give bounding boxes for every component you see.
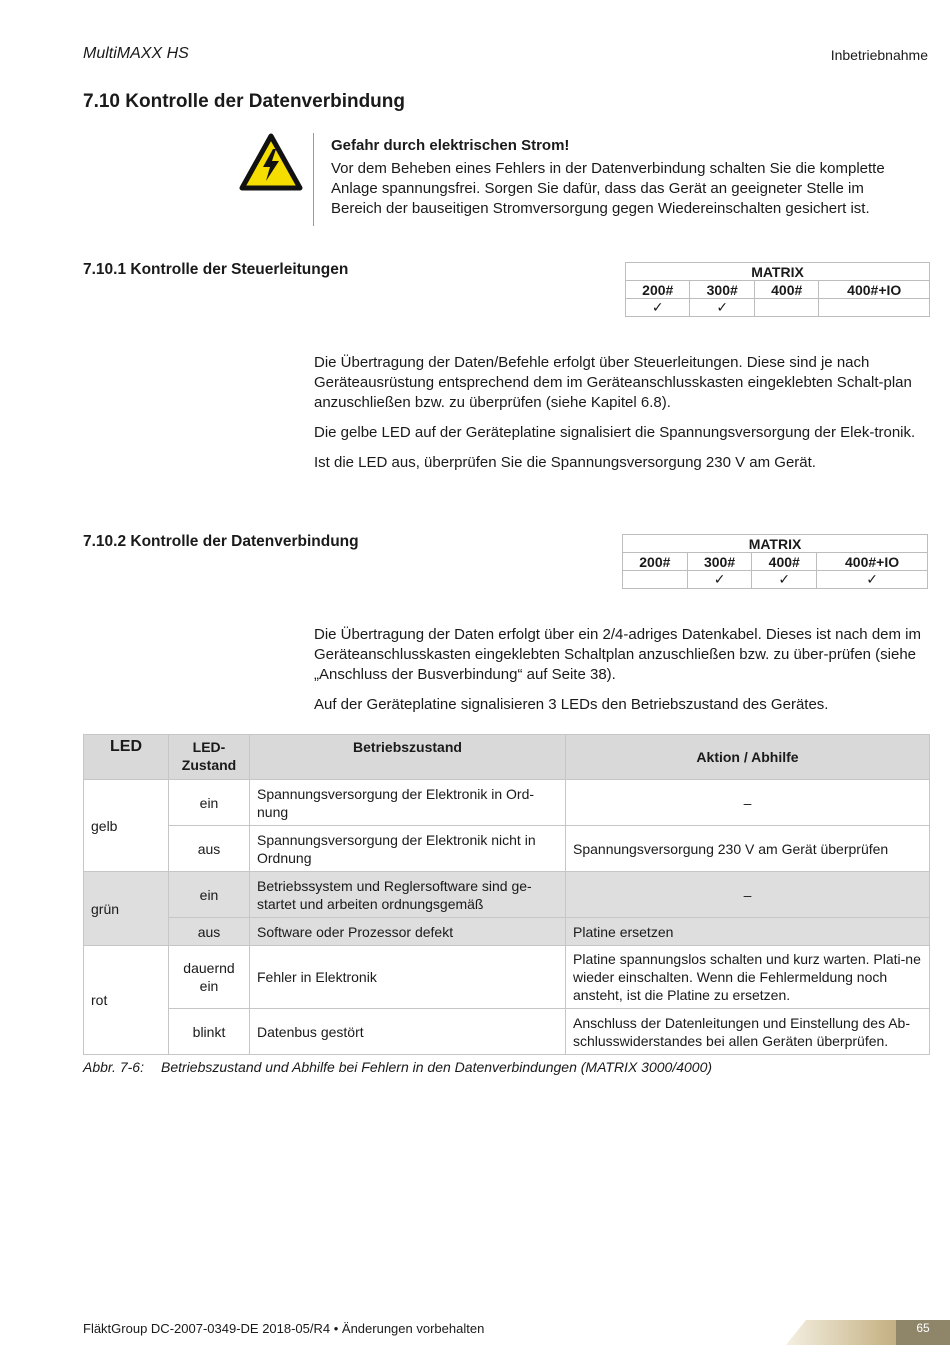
action: Spannungsversorgung 230 V am Gerät überprüfen (566, 826, 930, 872)
led-state: aus (169, 918, 250, 946)
document-title: MultiMAXX HS (83, 45, 189, 62)
led-color: rot (84, 946, 169, 1055)
operating-state: Betriebssystem und Reglersoftware sind ge-startet und arbeiten ordnungsgemäß (250, 872, 566, 918)
warning-line: Bereich der bauseitigen Stromversorgung gegen Wiedereinschalten gesichert ist. (331, 200, 870, 217)
paragraph: Die Übertragung der Daten/Befehle erfolgt über Steuerleitungen. Diese sind je nach Geräteausrüstung entsprechend dem im Geräteanschlusskasten eingeklebten Schalt-plan anzuschließen bzw. zu überprüfen (siehe Kapitel 6.8). (314, 354, 912, 411)
footer-text: FläktGroup DC-2007-0349-DE 2018-05/R4 • Änderungen vorbehalten (83, 1321, 485, 1336)
header-operating-state: Betriebszustand (250, 735, 566, 780)
paragraph: Auf der Geräteplatine signalisieren 3 LEDs den Betriebszustand des Gerätes. (314, 696, 829, 713)
subsection-title-datenverbindung: 7.10.2 Kontrolle der Datenverbindung (83, 533, 359, 550)
matrix-column: 400#+IO (819, 281, 930, 299)
warning-line: Anlage spannungsfrei. Sorgen Sie dafür, dass das Gerät an geeigneter Stelle im (331, 180, 864, 197)
electric-hazard-icon (239, 133, 303, 191)
matrix-column: 400# (754, 281, 818, 299)
check-mark: ✓ (687, 571, 752, 589)
operating-state: Datenbus gestört (250, 1009, 566, 1055)
warning-divider (313, 133, 314, 226)
matrix-column: 200# (626, 281, 690, 299)
matrix-caption: MATRIX (623, 535, 928, 553)
subsection-title-steuerleitungen: 7.10.1 Kontrolle der Steuerleitungen (83, 261, 349, 278)
check-mark (623, 571, 688, 589)
body-text-datenverbindung (314, 625, 928, 725)
led-state: dauernd ein (169, 946, 250, 1009)
led-color: gelb (84, 780, 169, 872)
warning-text (331, 159, 931, 219)
operating-state: Spannungsversorgung der Elektronik nicht in Ordnung (250, 826, 566, 872)
led-status-table (83, 734, 930, 1055)
warning-title: Gefahr durch elektrischen Strom! (331, 137, 570, 154)
check-mark (819, 299, 930, 317)
caption-text: Betriebszustand und Abhilfe bei Fehlern in den Datenverbindungen (MATRIX 3000/4000) (161, 1059, 713, 1075)
operating-state: Spannungsversorgung der Elektronik in Ord-nung (250, 780, 566, 826)
chapter-name: Inbetriebnahme (830, 47, 928, 63)
table-row (84, 1009, 930, 1055)
table-row (84, 946, 930, 1009)
matrix-column: 300# (687, 553, 752, 571)
action: – (566, 872, 930, 918)
led-state: blinkt (169, 1009, 250, 1055)
matrix-column: 300# (690, 281, 754, 299)
section-title: 7.10 Kontrolle der Datenverbindung (83, 91, 405, 112)
header-action: Aktion / Abhilfe (566, 735, 930, 780)
operating-state: Fehler in Elektronik (250, 946, 566, 1009)
paragraph: Die Übertragung der Daten erfolgt über ein 2/4-adriges Datenkabel. Dieses ist nach dem im Geräteanschlusskasten eingeklebten Schaltplan anzuschließen bzw. zu über-prüfen (siehe „Anschluss der Busverbindung“ auf Seite 38). (314, 626, 921, 683)
led-color: grün (84, 872, 169, 946)
table-row (84, 780, 930, 826)
paragraph: Die gelbe LED auf der Geräteplatine signalisiert die Spannungsversorgung der Elek-tronik. (314, 424, 916, 441)
led-state: ein (169, 872, 250, 918)
body-text-steuerleitungen (314, 353, 928, 483)
figure-caption (83, 1059, 712, 1075)
matrix-caption: MATRIX (626, 263, 930, 281)
matrix-compat-table-1 (625, 262, 930, 317)
operating-state: Software oder Prozessor defekt (250, 918, 566, 946)
table-row (84, 918, 930, 946)
led-state: ein (169, 780, 250, 826)
action: – (566, 780, 930, 826)
caption-label: Abbr. 7-6: (83, 1059, 144, 1075)
warning-line: Vor dem Beheben eines Fehlers in der Datenverbindung schalten Sie die komplette (331, 160, 885, 177)
matrix-column: 200# (623, 553, 688, 571)
action: Platine ersetzen (566, 918, 930, 946)
header-led-state: LED-Zustand (169, 735, 250, 780)
check-mark: ✓ (690, 299, 754, 317)
matrix-column: 400# (752, 553, 817, 571)
led-state: aus (169, 826, 250, 872)
action: Anschluss der Datenleitungen und Einstellung des Ab-schlusswiderstandes bei allen Geräten überprüfen. (566, 1009, 930, 1055)
page-number: 65 (896, 1320, 950, 1345)
matrix-column: 400#+IO (817, 553, 928, 571)
table-row (84, 872, 930, 918)
check-mark (754, 299, 818, 317)
check-mark: ✓ (752, 571, 817, 589)
check-mark: ✓ (817, 571, 928, 589)
paragraph: Ist die LED aus, überprüfen Sie die Spannungsversorgung 230 V am Gerät. (314, 454, 816, 471)
check-mark: ✓ (626, 299, 690, 317)
header-led: LED (84, 735, 169, 780)
table-row (84, 826, 930, 872)
matrix-compat-table-2 (622, 534, 928, 589)
action: Platine spannungslos schalten und kurz warten. Plati-ne wieder einschalten. Wenn die Fehlermeldung noch ansteht, ist die Platine zu ersetzen. (566, 946, 930, 1009)
